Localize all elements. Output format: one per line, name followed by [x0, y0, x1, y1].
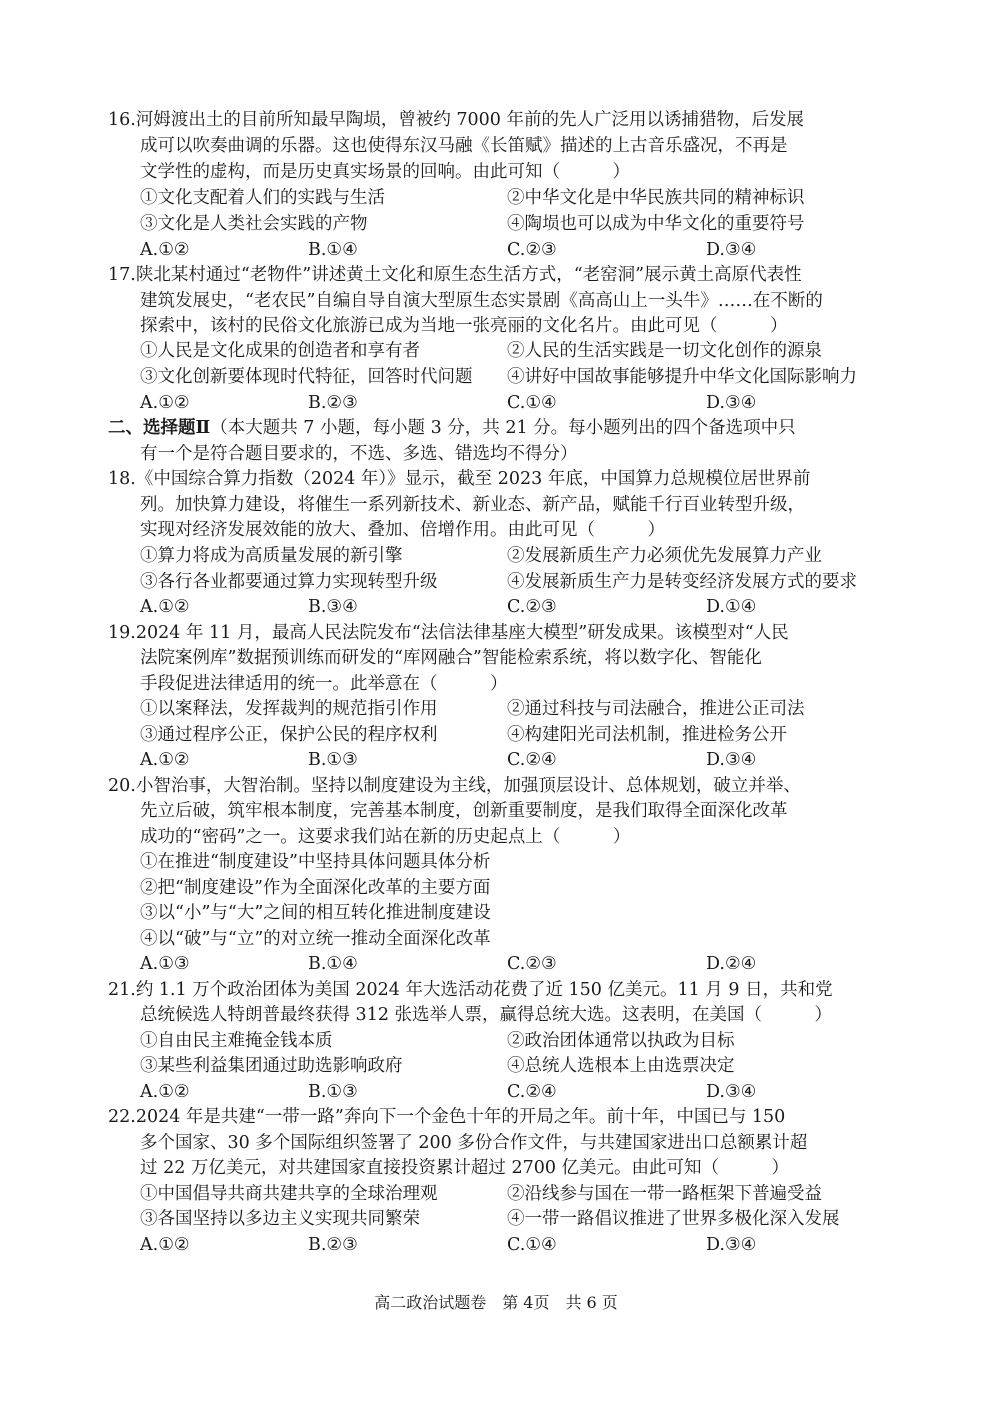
q16-options-row-2 — [0, 211, 992, 237]
q19-line-3 — [0, 671, 992, 697]
q21-answer-a: A.①② — [140, 1082, 190, 1102]
q20-option-4: ④以“破”与“立”的对立统一推动全面深化改革 — [140, 929, 491, 949]
q16-line-1 — [0, 107, 992, 133]
q16-answer-b: B.①④ — [308, 240, 358, 260]
q16-answer-c: C.②③ — [507, 240, 557, 260]
q19-line-1 — [0, 620, 992, 646]
q21-option-1: ①自由民主难掩金钱本质 — [140, 1031, 333, 1051]
q22-option-1: ①中国倡导共商共建共享的全球治理观 — [140, 1184, 438, 1204]
q19-answer-a: A.①② — [140, 750, 190, 770]
section-2-heading-line-2 — [0, 441, 992, 467]
q17-answer-c: C.①④ — [507, 393, 557, 413]
q16-line-2 — [0, 133, 992, 159]
q20-stem-3: 成功的“密码”之一。这要求我们站在新的历史起点上（ ） — [140, 827, 631, 847]
q17-stem-3: 探索中，该村的民俗文化旅游已成为当地一张亮丽的文化名片。由此可见（ ） — [140, 316, 788, 336]
q21-stem-1: 21.约 1.1 万个政治团体为美国 2024 年大选活动花费了近 150 亿美元。11 月 9 日，共和党 — [108, 980, 833, 1000]
q16-option-2: ②中华文化是中华民族共同的精神标识 — [507, 188, 805, 208]
q20-answer-b: B.①④ — [308, 954, 358, 974]
q19-answer-c: C.②④ — [507, 750, 557, 770]
q21-answers-row — [0, 1079, 992, 1105]
q19-line-2 — [0, 645, 992, 671]
q19-options-row-1 — [0, 696, 992, 722]
q22-stem-3: 过 22 万亿美元，对共建国家直接投资累计超过 2700 亿美元。由此可知（ ） — [140, 1158, 790, 1178]
q16-answer-a: A.①② — [140, 240, 190, 260]
q21-answer-c: C.②④ — [507, 1082, 557, 1102]
q18-stem-1: 18.《中国综合算力指数（2024 年）》显示，截至 2023 年底，中国算力总规模位居世界前 — [108, 469, 811, 489]
q16-stem-3: 文学性的虚构，而是历史真实场景的回响。由此可知（ ） — [140, 162, 630, 182]
q20-option-2-row — [0, 875, 992, 901]
q21-answer-b: B.①③ — [308, 1082, 358, 1102]
section-2-title: 二、选择题Ⅱ — [108, 418, 211, 438]
q21-line-1 — [0, 977, 992, 1003]
q17-answers-row — [0, 390, 992, 416]
q16-line-3 — [0, 159, 992, 185]
q17-line-3 — [0, 313, 992, 339]
section-2-heading — [0, 415, 992, 441]
q21-line-2 — [0, 1002, 992, 1028]
q20-option-3: ③以“小”与“大”之间的相互转化推进制度建设 — [140, 903, 491, 923]
q17-answer-a: A.①② — [140, 393, 190, 413]
q20-answers-row — [0, 951, 992, 977]
q22-line-3 — [0, 1155, 992, 1181]
footer-page-info: 高二政治试题卷 第 4页 共 6 页 — [374, 1293, 618, 1312]
q20-stem-2: 先立后破，筑牢根本制度，完善基本制度，创新重要制度，是我们取得全面深化改革 — [140, 801, 788, 821]
q18-option-1: ①算力将成为高质量发展的新引擎 — [140, 546, 403, 566]
q20-stem-1: 20.小智治事，大智治制。坚持以制度建设为主线，加强顶层设计、总体规划，破立并举、 — [108, 776, 801, 796]
q21-answer-d: D.③④ — [706, 1082, 757, 1102]
q22-answer-a: A.①② — [140, 1235, 190, 1255]
q22-answer-b: B.②③ — [308, 1235, 358, 1255]
q19-option-1: ①以案释法，发挥裁判的规范指引作用 — [140, 699, 438, 719]
q19-answers-row — [0, 747, 992, 773]
q18-stem-3: 实现对经济发展效能的放大、叠加、倍增作用。由此可见（ ） — [140, 520, 665, 540]
q22-line-2 — [0, 1130, 992, 1156]
q22-answer-c: C.①④ — [507, 1235, 557, 1255]
q22-line-1 — [0, 1104, 992, 1130]
q19-stem-2: 法院案例库”数据预训练而研发的“库网融合”智能检索系统，将以数字化、智能化 — [140, 648, 762, 668]
q20-option-4-row — [0, 926, 992, 952]
q22-options-row-2 — [0, 1206, 992, 1232]
q16-option-3: ③文化是人类社会实践的产物 — [140, 214, 368, 234]
q17-line-2 — [0, 288, 992, 314]
q17-stem-2: 建筑发展史，“老农民”自编自导自演大型原生态实景剧《高高山上一头牛》……在不断的 — [140, 291, 823, 311]
q18-option-3: ③各行各业都要通过算力实现转型升级 — [140, 572, 438, 592]
q18-line-1 — [0, 466, 992, 492]
q18-answer-a: A.①② — [140, 597, 190, 617]
q18-stem-2: 列。加快算力建设，将催生一系列新技术、新业态、新产品，赋能千行百业转型升级， — [140, 495, 805, 515]
q18-line-2 — [0, 492, 992, 518]
q17-options-row-2 — [0, 364, 992, 390]
q17-option-3: ③文化创新要体现时代特征，回答时代问题 — [140, 367, 473, 387]
q20-option-2: ②把“制度建设”作为全面深化改革的主要方面 — [140, 878, 491, 898]
q22-option-3: ③各国坚持以多边主义实现共同繁荣 — [140, 1209, 420, 1229]
q20-line-3 — [0, 824, 992, 850]
q22-options-row-1 — [0, 1181, 992, 1207]
q17-line-1 — [0, 262, 992, 288]
q17-answer-d: D.③④ — [706, 393, 757, 413]
q19-answer-d: D.③④ — [706, 750, 757, 770]
q22-answer-d: D.③④ — [706, 1235, 757, 1255]
q18-answer-d: D.①④ — [706, 597, 757, 617]
q16-stem-2: 成可以吹奏曲调的乐器。这也使得东汉马融《长笛赋》描述的上古音乐盛况，不再是 — [140, 136, 788, 156]
q16-answer-d: D.③④ — [706, 240, 757, 260]
q20-answer-c: C.②③ — [507, 954, 557, 974]
q17-answer-b: B.②③ — [308, 393, 358, 413]
q19-stem-3: 手段促进法律适用的统一。此举意在（ ） — [140, 674, 508, 694]
section-2-instructions-2: 有一个是符合题目要求的，不选、多选、错选均不得分） — [140, 444, 578, 464]
q19-option-3: ③通过程序公正，保护公民的程序权利 — [140, 725, 438, 745]
q19-answer-b: B.①③ — [308, 750, 358, 770]
q18-option-4: ④发展新质生产力是转变经济发展方式的要求 — [507, 572, 857, 592]
q19-stem-1: 19.2024 年 11 月，最高人民法院发布“法信法律基座大模型”研发成果。该模型对“人民 — [108, 623, 789, 643]
q20-option-1-row — [0, 849, 992, 875]
q18-answer-b: B.③④ — [308, 597, 358, 617]
q22-stem-2: 多个国家、30 多个国际组织签署了 200 多份合作文件，与共建国家进出口总额累计超 — [140, 1133, 808, 1153]
section-2-instructions: （本大题共 7 小题，每小题 3 分，共 21 分。每小题列出的四个备选项中只 — [210, 418, 796, 438]
q18-answers-row — [0, 594, 992, 620]
q21-option-2: ②政治团体通常以执政为目标 — [507, 1031, 735, 1051]
q21-option-3: ③某些利益集团通过助选影响政府 — [140, 1056, 403, 1076]
q16-option-1: ①文化支配着人们的实践与生活 — [140, 188, 385, 208]
q20-line-2 — [0, 798, 992, 824]
q20-answer-a: A.①③ — [140, 954, 190, 974]
q20-option-3-row — [0, 900, 992, 926]
q16-options-row-1 — [0, 185, 992, 211]
q16-stem-1: 16.河姆渡出土的目前所知最早陶埙，曾被约 7000 年前的先人广泛用以诱捕猎物，后发展 — [108, 110, 804, 130]
q18-options-row-1 — [0, 543, 992, 569]
q21-stem-2: 总统候选人特朗普最终获得 312 张选举人票，赢得总统大选。这表明，在美国（ ） — [140, 1005, 833, 1025]
q22-answers-row — [0, 1232, 992, 1258]
q21-option-4: ④总统人选根本上由选票决定 — [507, 1056, 735, 1076]
q16-option-4: ④陶埙也可以成为中华文化的重要符号 — [507, 214, 805, 234]
q19-options-row-2 — [0, 722, 992, 748]
q17-option-4: ④讲好中国故事能够提升中华文化国际影响力 — [507, 367, 857, 387]
q20-answer-d: D.②④ — [706, 954, 757, 974]
q18-options-row-2 — [0, 569, 992, 595]
q18-line-3 — [0, 517, 992, 543]
q20-option-1: ①在推进“制度建设”中坚持具体问题具体分析 — [140, 852, 491, 872]
q22-stem-1: 22.2024 年是共建“一带一路”奔向下一个金色十年的开局之年。前十年，中国已与 150 — [108, 1107, 786, 1127]
q17-stem-1: 17.陕北某村通过“老物件”讲述黄土文化和原生态生活方式，“老窑洞”展示黄土高原代表性 — [108, 265, 802, 285]
q21-options-row-2 — [0, 1053, 992, 1079]
q21-options-row-1 — [0, 1028, 992, 1054]
q19-option-2: ②通过科技与司法融合，推进公正司法 — [507, 699, 805, 719]
q19-option-4: ④构建阳光司法机制，推进检务公开 — [507, 725, 787, 745]
page-footer — [0, 1290, 992, 1316]
q16-answers-row — [0, 237, 992, 263]
q20-line-1 — [0, 773, 992, 799]
q17-options-row-1 — [0, 338, 992, 364]
q22-option-4: ④一带一路倡议推进了世界多极化深入发展 — [507, 1209, 840, 1229]
q18-answer-c: C.②③ — [507, 597, 557, 617]
q17-option-1: ①人民是文化成果的创造者和享有者 — [140, 341, 420, 361]
q22-option-2: ②沿线参与国在一带一路框架下普遍受益 — [507, 1184, 822, 1204]
q17-option-2: ②人民的生活实践是一切文化创作的源泉 — [507, 341, 822, 361]
q18-option-2: ②发展新质生产力必须优先发展算力产业 — [507, 546, 822, 566]
